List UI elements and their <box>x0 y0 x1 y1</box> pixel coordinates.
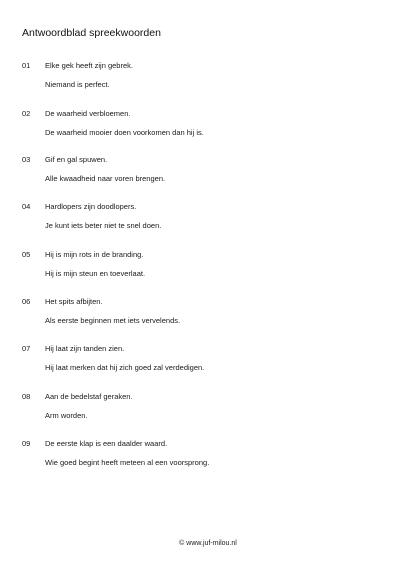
proverb-text: De eerste klap is een daalder waard. <box>45 439 168 448</box>
item-number: 05 <box>22 250 31 259</box>
proverb-text: Hij laat zijn tanden zien. <box>45 344 125 353</box>
item-number: 01 <box>22 61 31 70</box>
item-number: 04 <box>22 202 31 211</box>
meaning-text: Hij laat merken dat hij zich goed zal verdedigen. <box>45 363 205 372</box>
footer-copyright: © www.juf-milou.nl <box>179 540 237 547</box>
list-item <box>0 155 416 195</box>
item-number: 02 <box>22 109 31 118</box>
list-item <box>0 297 416 337</box>
proverb-text: Het spits afbijten. <box>45 297 103 306</box>
item-number: 07 <box>22 344 31 353</box>
meaning-text: Arm worden. <box>45 411 88 420</box>
meaning-text: Wie goed begint heeft meteen al een voorsprong. <box>45 458 210 467</box>
proverb-text: De waarheid verbloemen. <box>45 109 131 118</box>
proverb-text: Aan de bedelstaf geraken. <box>45 392 133 401</box>
item-number: 08 <box>22 392 31 401</box>
item-number: 03 <box>22 155 31 164</box>
list-item <box>0 109 416 149</box>
list-item <box>0 392 416 432</box>
page-title: Antwoordblad spreekwoorden <box>22 27 161 39</box>
proverb-text: Elke gek heeft zijn gebrek. <box>45 61 133 70</box>
list-item <box>0 344 416 384</box>
meaning-text: Alle kwaadheid naar voren brengen. <box>45 174 166 183</box>
proverb-text: Hij is mijn rots in de branding. <box>45 250 144 259</box>
proverb-text: Hardlopers zijn doodlopers. <box>45 202 137 211</box>
meaning-text: Als eerste beginnen met iets vervelends. <box>45 316 181 325</box>
meaning-text: Niemand is perfect. <box>45 80 110 89</box>
meaning-text: De waarheid mooier doen voorkomen dan hij is. <box>45 128 204 137</box>
meaning-text: Je kunt iets beter niet te snel doen. <box>45 221 162 230</box>
item-number: 09 <box>22 439 31 448</box>
proverb-text: Gif en gal spuwen. <box>45 155 108 164</box>
item-number: 06 <box>22 297 31 306</box>
list-item <box>0 250 416 290</box>
list-item <box>0 439 416 479</box>
list-item <box>0 202 416 242</box>
list-item <box>0 61 416 101</box>
meaning-text: Hij is mijn steun en toeverlaat. <box>45 269 146 278</box>
